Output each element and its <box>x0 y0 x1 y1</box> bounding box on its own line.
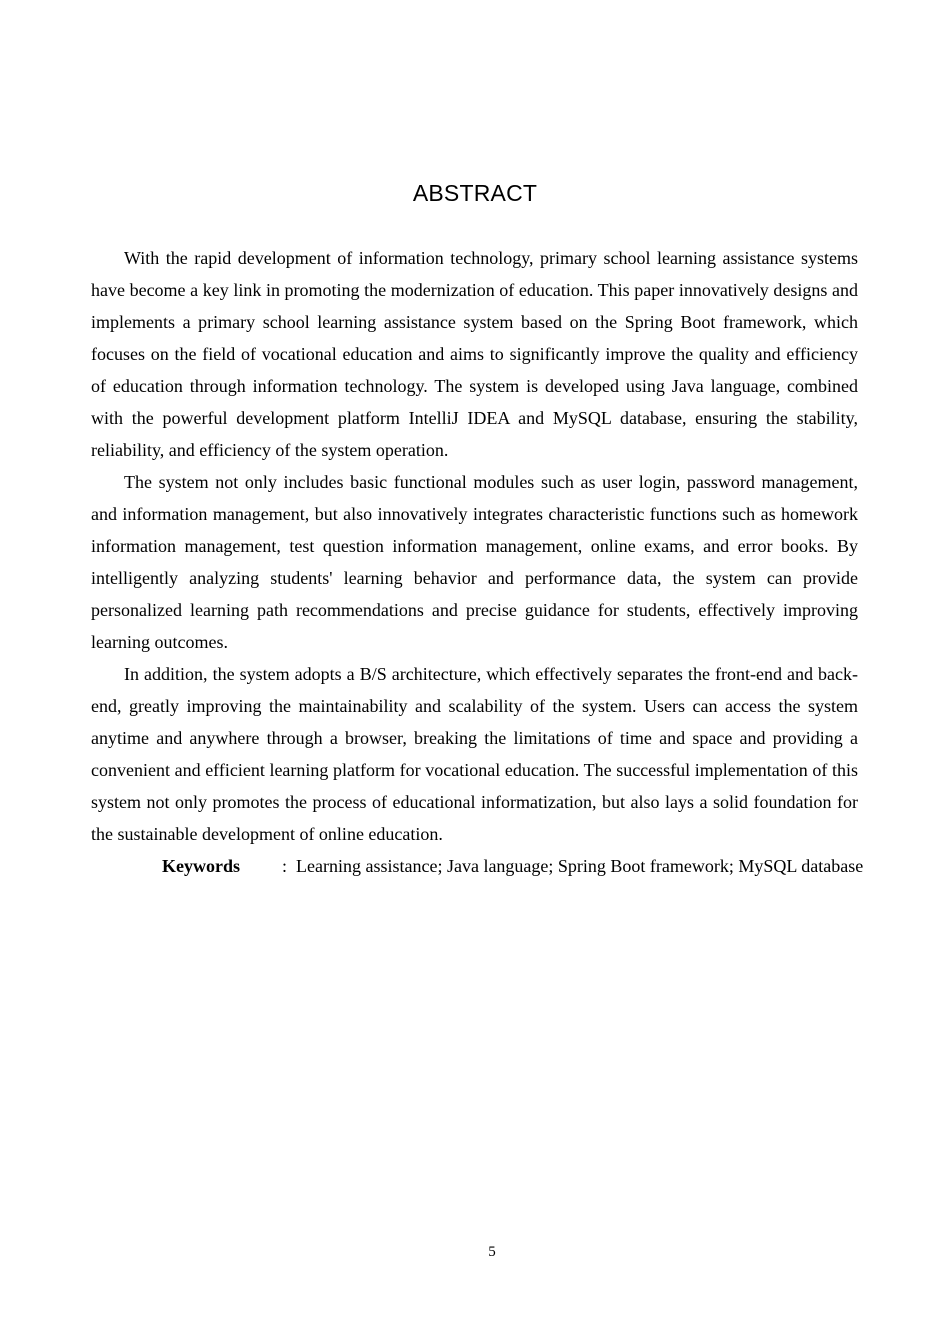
page-number: 5 <box>488 1244 496 1260</box>
keywords-label: Keywords <box>162 856 240 876</box>
abstract-paragraph-2: The system not only includes basic functional modules such as user login, password management, and information management, but also innovatively integrates characteristic functions such as homework information management, test question information management, online exams, and error books. By intelligently analyzing students' learning behavior and performance data, the system can provide personalized learning path recommendations and precise guidance for students, effectively improving learning outcomes. <box>91 472 858 652</box>
abstract-title: ABSTRACT <box>412 180 538 206</box>
abstract-paragraph-3: In addition, the system adopts a B/S architecture, which effectively separates the front-end and back-end, greatly improving the maintainability and scalability of the system. Users can access the system anytime and anywhere through a browser, breaking the limitations of time and space and providing a convenient and efficient learning platform for vocational education. The successful implementation of this system not only promotes the process of educational informatization, but also lays a solid foundation for the sustainable development of online education. <box>91 664 858 844</box>
keywords-text: Learning assistance; Java language; Spring Boot framework; MySQL database <box>296 856 864 876</box>
keywords-separator: : <box>282 856 288 876</box>
keywords-line <box>91 850 864 882</box>
abstract-paragraph-1: With the rapid development of information technology, primary school learning assistance systems have become a key link in promoting the modernization of education. This paper innovatively designs and implements a primary school learning assistance system based on the Spring Boot framework, which focuses on the field of vocational education and aims to significantly improve the quality and efficiency of education through information technology. The system is developed using Java language, combined with the powerful development platform IntelliJ IDEA and MySQL database, ensuring the stability, reliability, and efficiency of the system operation. <box>91 248 858 460</box>
abstract-body <box>91 242 864 882</box>
